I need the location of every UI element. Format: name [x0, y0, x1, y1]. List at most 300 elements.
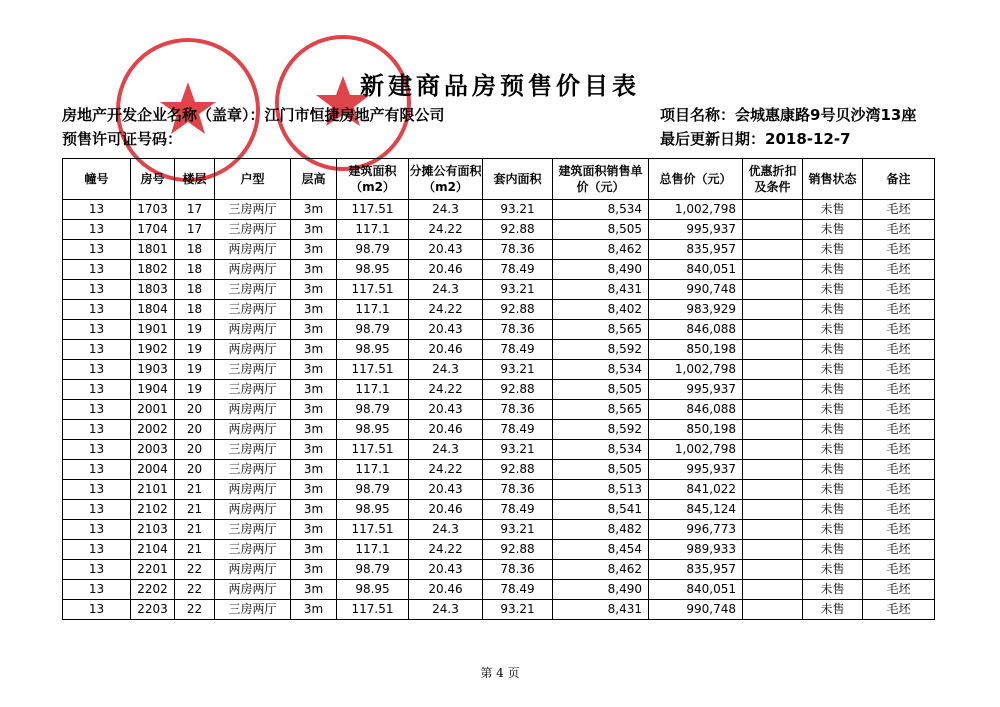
table-cell: 8,592	[553, 420, 649, 440]
table-cell: 78.49	[483, 340, 553, 360]
table-cell: 835,957	[649, 560, 743, 580]
table-header-row	[63, 159, 935, 200]
table-cell	[743, 200, 803, 220]
table-cell: 8,534	[553, 440, 649, 460]
table-cell: 8,565	[553, 320, 649, 340]
table-cell: 3m	[291, 420, 337, 440]
table-cell: 13	[63, 260, 131, 280]
table-cell: 98.95	[337, 420, 409, 440]
table-cell: 2103	[131, 520, 175, 540]
table-cell: 未售	[803, 200, 863, 220]
table-cell: 98.79	[337, 240, 409, 260]
table-row	[63, 600, 935, 620]
table-cell: 8,565	[553, 400, 649, 420]
table-row	[63, 260, 935, 280]
developer-line	[62, 104, 445, 125]
table-cell: 两房两厅	[215, 580, 291, 600]
updated-date: 2018-12-7	[765, 130, 851, 148]
table-cell: 3m	[291, 460, 337, 480]
table-row	[63, 460, 935, 480]
table-cell: 三房两厅	[215, 540, 291, 560]
table-cell: 78.49	[483, 580, 553, 600]
project-label: 项目名称：	[660, 106, 736, 124]
table-cell: 3m	[291, 540, 337, 560]
table-cell: 三房两厅	[215, 460, 291, 480]
table-cell: 21	[175, 540, 215, 560]
table-cell: 三房两厅	[215, 600, 291, 620]
table-cell: 3m	[291, 600, 337, 620]
developer-label: 房地产开发企业名称（盖章）：	[62, 106, 265, 124]
table-cell: 8,534	[553, 360, 649, 380]
table-row	[63, 240, 935, 260]
table-cell: 19	[175, 360, 215, 380]
table-cell: 1,002,798	[649, 440, 743, 460]
table-cell: 两房两厅	[215, 400, 291, 420]
project-name: 会城惠康路9号贝沙湾13座	[735, 106, 917, 124]
table-cell: 117.51	[337, 280, 409, 300]
table-cell: 1704	[131, 220, 175, 240]
table-cell: 3m	[291, 340, 337, 360]
table-row	[63, 560, 935, 580]
table-cell: 18	[175, 240, 215, 260]
table-cell: 846,088	[649, 400, 743, 420]
table-cell: 未售	[803, 580, 863, 600]
table-row	[63, 400, 935, 420]
table-row	[63, 480, 935, 500]
table-cell	[743, 520, 803, 540]
table-cell: 未售	[803, 340, 863, 360]
table-cell: 983,929	[649, 300, 743, 320]
table-cell: 1803	[131, 280, 175, 300]
table-cell: 2004	[131, 460, 175, 480]
table-cell: 3m	[291, 480, 337, 500]
table-cell: 毛坯	[863, 420, 935, 440]
table-cell: 17	[175, 200, 215, 220]
table-cell	[743, 480, 803, 500]
table-cell: 13	[63, 440, 131, 460]
table-cell: 20	[175, 420, 215, 440]
table-cell: 毛坯	[863, 320, 935, 340]
table-cell: 三房两厅	[215, 220, 291, 240]
table-cell: 19	[175, 340, 215, 360]
permit-line	[62, 128, 182, 149]
table-cell: 24.22	[409, 540, 483, 560]
table-cell: 毛坯	[863, 220, 935, 240]
table-cell: 846,088	[649, 320, 743, 340]
table-cell: 13	[63, 480, 131, 500]
table-cell	[743, 500, 803, 520]
table-cell: 8,541	[553, 500, 649, 520]
table-cell: 毛坯	[863, 560, 935, 580]
table-cell: 18	[175, 260, 215, 280]
table-cell: 2001	[131, 400, 175, 420]
table-cell: 8,505	[553, 220, 649, 240]
table-cell: 13	[63, 460, 131, 480]
table-cell	[743, 260, 803, 280]
table-cell: 三房两厅	[215, 300, 291, 320]
table-cell: 98.95	[337, 340, 409, 360]
table-cell: 13	[63, 380, 131, 400]
table-cell: 840,051	[649, 580, 743, 600]
table-cell: 13	[63, 560, 131, 580]
table-cell: 98.95	[337, 500, 409, 520]
table-body	[63, 200, 935, 620]
table-cell: 8,454	[553, 540, 649, 560]
table-cell: 未售	[803, 300, 863, 320]
table-cell: 8,592	[553, 340, 649, 360]
table-cell: 3m	[291, 560, 337, 580]
table-cell: 995,937	[649, 460, 743, 480]
table-cell: 未售	[803, 260, 863, 280]
table-cell: 22	[175, 560, 215, 580]
table-cell: 13	[63, 600, 131, 620]
table-cell: 1902	[131, 340, 175, 360]
table-cell: 24.22	[409, 220, 483, 240]
table-cell: 990,748	[649, 280, 743, 300]
column-header: 幢号	[63, 159, 131, 200]
table-cell: 2202	[131, 580, 175, 600]
table-cell: 995,937	[649, 380, 743, 400]
table-cell	[743, 580, 803, 600]
table-cell: 8,490	[553, 260, 649, 280]
table-cell: 117.51	[337, 600, 409, 620]
table-cell: 24.22	[409, 380, 483, 400]
table-cell: 毛坯	[863, 340, 935, 360]
table-cell: 93.21	[483, 280, 553, 300]
table-cell: 13	[63, 300, 131, 320]
table-cell: 3m	[291, 380, 337, 400]
table-cell: 未售	[803, 460, 863, 480]
table-cell: 13	[63, 520, 131, 540]
table-cell: 21	[175, 520, 215, 540]
table-cell: 1903	[131, 360, 175, 380]
column-header: 总售价（元）	[649, 159, 743, 200]
table-cell: 毛坯	[863, 360, 935, 380]
table-cell: 117.1	[337, 460, 409, 480]
table-cell: 13	[63, 500, 131, 520]
table-cell: 92.88	[483, 460, 553, 480]
table-cell: 3m	[291, 500, 337, 520]
table-cell: 两房两厅	[215, 480, 291, 500]
table-cell: 毛坯	[863, 540, 935, 560]
table-cell: 1703	[131, 200, 175, 220]
table-cell	[743, 600, 803, 620]
table-cell: 8,402	[553, 300, 649, 320]
table-row	[63, 420, 935, 440]
table-row	[63, 540, 935, 560]
table-cell: 117.51	[337, 440, 409, 460]
table-cell: 20.43	[409, 560, 483, 580]
table-cell	[743, 460, 803, 480]
table-cell: 24.22	[409, 460, 483, 480]
table-cell: 20	[175, 460, 215, 480]
table-cell: 18	[175, 300, 215, 320]
table-cell: 996,773	[649, 520, 743, 540]
table-cell: 3m	[291, 360, 337, 380]
column-header: 销售状态	[803, 159, 863, 200]
table-cell: 未售	[803, 440, 863, 460]
table-cell: 20.46	[409, 340, 483, 360]
table-cell: 17	[175, 220, 215, 240]
table-cell	[743, 220, 803, 240]
table-cell: 未售	[803, 420, 863, 440]
table-cell: 3m	[291, 300, 337, 320]
updated-line	[660, 128, 851, 149]
table-cell: 93.21	[483, 200, 553, 220]
table-cell: 1804	[131, 300, 175, 320]
table-cell	[743, 240, 803, 260]
table-cell: 24.3	[409, 600, 483, 620]
table-cell: 2101	[131, 480, 175, 500]
table-cell	[743, 420, 803, 440]
table-cell: 78.36	[483, 240, 553, 260]
table-cell: 20.46	[409, 260, 483, 280]
table-cell: 13	[63, 540, 131, 560]
table-cell: 93.21	[483, 600, 553, 620]
table-cell: 两房两厅	[215, 260, 291, 280]
table-cell: 92.88	[483, 540, 553, 560]
table-cell: 24.3	[409, 520, 483, 540]
table-cell: 1904	[131, 380, 175, 400]
table-cell: 两房两厅	[215, 320, 291, 340]
table-cell: 毛坯	[863, 480, 935, 500]
table-cell: 78.49	[483, 260, 553, 280]
table-cell: 三房两厅	[215, 380, 291, 400]
table-cell: 8,462	[553, 240, 649, 260]
table-cell: 78.49	[483, 500, 553, 520]
table-cell: 8,490	[553, 580, 649, 600]
table-cell: 98.79	[337, 480, 409, 500]
table-cell	[743, 280, 803, 300]
column-header: 户型	[215, 159, 291, 200]
table-cell: 20.46	[409, 420, 483, 440]
table-cell: 13	[63, 320, 131, 340]
table-row	[63, 580, 935, 600]
table-cell: 2104	[131, 540, 175, 560]
table-cell: 117.51	[337, 360, 409, 380]
table-cell: 840,051	[649, 260, 743, 280]
table-row	[63, 200, 935, 220]
table-cell: 117.1	[337, 380, 409, 400]
table-cell: 13	[63, 240, 131, 260]
table-cell	[743, 560, 803, 580]
table-cell: 2003	[131, 440, 175, 460]
table-cell	[743, 400, 803, 420]
column-header: 层高	[291, 159, 337, 200]
table-cell: 117.51	[337, 200, 409, 220]
table-row	[63, 220, 935, 240]
table-cell: 三房两厅	[215, 440, 291, 460]
table-cell: 78.36	[483, 560, 553, 580]
table-row	[63, 380, 935, 400]
table-cell: 未售	[803, 600, 863, 620]
table-cell: 24.3	[409, 360, 483, 380]
table-cell: 845,124	[649, 500, 743, 520]
column-header: 房号	[131, 159, 175, 200]
table-cell: 13	[63, 400, 131, 420]
table-row	[63, 360, 935, 380]
table-cell: 3m	[291, 440, 337, 460]
table-cell: 1,002,798	[649, 200, 743, 220]
table-cell: 毛坯	[863, 200, 935, 220]
table-cell: 850,198	[649, 420, 743, 440]
updated-label: 最后更新日期：	[660, 130, 766, 148]
page-number: 第 4 页	[480, 666, 520, 680]
table-cell	[743, 360, 803, 380]
table-cell: 92.88	[483, 380, 553, 400]
table-cell: 990,748	[649, 600, 743, 620]
table-cell: 3m	[291, 220, 337, 240]
column-header: 建筑面积销售单价（元）	[553, 159, 649, 200]
table-cell: 13	[63, 420, 131, 440]
table-cell: 20	[175, 440, 215, 460]
table-cell: 989,933	[649, 540, 743, 560]
column-header: 备注	[863, 159, 935, 200]
table-cell: 19	[175, 320, 215, 340]
table-cell: 两房两厅	[215, 500, 291, 520]
table-cell: 毛坯	[863, 400, 935, 420]
table-cell: 2002	[131, 420, 175, 440]
project-line	[660, 104, 916, 125]
table-cell: 1802	[131, 260, 175, 280]
table-cell: 3m	[291, 400, 337, 420]
table-cell: 117.1	[337, 300, 409, 320]
table-cell: 两房两厅	[215, 560, 291, 580]
table-cell: 毛坯	[863, 260, 935, 280]
table-cell: 8,431	[553, 280, 649, 300]
table-cell: 92.88	[483, 300, 553, 320]
table-cell: 92.88	[483, 220, 553, 240]
table-cell: 未售	[803, 280, 863, 300]
table-cell: 3m	[291, 280, 337, 300]
table-cell: 13	[63, 580, 131, 600]
table-cell: 78.36	[483, 320, 553, 340]
table-cell: 117.51	[337, 520, 409, 540]
company-seal	[268, 28, 418, 178]
table-row	[63, 320, 935, 340]
table-cell: 毛坯	[863, 240, 935, 260]
table-cell: 3m	[291, 320, 337, 340]
table-cell: 8,482	[553, 520, 649, 540]
table-cell: 995,937	[649, 220, 743, 240]
table-cell: 841,022	[649, 480, 743, 500]
table-cell: 22	[175, 580, 215, 600]
table-cell: 2201	[131, 560, 175, 580]
table-cell: 8,513	[553, 480, 649, 500]
table-cell: 20.43	[409, 240, 483, 260]
table-cell: 8,505	[553, 380, 649, 400]
table-cell	[743, 340, 803, 360]
table-row	[63, 340, 935, 360]
table-cell: 两房两厅	[215, 340, 291, 360]
table-cell: 2203	[131, 600, 175, 620]
table-cell: 20.43	[409, 320, 483, 340]
table-cell: 毛坯	[863, 520, 935, 540]
column-header: 楼层	[175, 159, 215, 200]
table-cell: 三房两厅	[215, 200, 291, 220]
table-cell: 13	[63, 280, 131, 300]
table-cell	[743, 440, 803, 460]
table-cell: 8,431	[553, 600, 649, 620]
column-header: 建筑面积（m2）	[337, 159, 409, 200]
column-header: 套内面积	[483, 159, 553, 200]
table-cell: 未售	[803, 320, 863, 340]
table-row	[63, 440, 935, 460]
table-cell: 93.21	[483, 360, 553, 380]
table-cell: 未售	[803, 380, 863, 400]
table-cell: 1901	[131, 320, 175, 340]
table-cell: 20.46	[409, 580, 483, 600]
table-row	[63, 300, 935, 320]
table-cell: 117.1	[337, 220, 409, 240]
table-cell: 13	[63, 220, 131, 240]
table-cell: 98.95	[337, 580, 409, 600]
table-cell: 8,505	[553, 460, 649, 480]
table-cell: 三房两厅	[215, 360, 291, 380]
table-cell: 3m	[291, 260, 337, 280]
table-cell	[743, 380, 803, 400]
table-cell: 98.95	[337, 260, 409, 280]
table-cell: 未售	[803, 220, 863, 240]
table-cell: 1,002,798	[649, 360, 743, 380]
table-cell: 13	[63, 200, 131, 220]
table-cell: 850,198	[649, 340, 743, 360]
table-cell: 21	[175, 500, 215, 520]
table-cell: 两房两厅	[215, 240, 291, 260]
table-cell: 78.49	[483, 420, 553, 440]
table-cell: 18	[175, 280, 215, 300]
table-cell: 未售	[803, 480, 863, 500]
table-cell: 2102	[131, 500, 175, 520]
table-cell: 8,462	[553, 560, 649, 580]
table-cell: 毛坯	[863, 300, 935, 320]
table-cell: 13	[63, 340, 131, 360]
table-cell	[743, 300, 803, 320]
table-cell: 93.21	[483, 520, 553, 540]
table-cell: 3m	[291, 520, 337, 540]
table-cell: 24.3	[409, 280, 483, 300]
table-cell	[743, 320, 803, 340]
table-cell: 未售	[803, 560, 863, 580]
table-cell: 78.36	[483, 480, 553, 500]
table-cell: 93.21	[483, 440, 553, 460]
table-cell: 未售	[803, 540, 863, 560]
table-cell: 3m	[291, 580, 337, 600]
table-cell: 毛坯	[863, 600, 935, 620]
page-title: 新建商品房预售价目表	[360, 72, 640, 100]
table-cell: 未售	[803, 360, 863, 380]
table-cell: 20.43	[409, 400, 483, 420]
table-cell: 98.79	[337, 400, 409, 420]
column-header: 优惠折扣及条件	[743, 159, 803, 200]
table-cell: 毛坯	[863, 440, 935, 460]
table-cell: 8,534	[553, 200, 649, 220]
table-cell: 21	[175, 480, 215, 500]
table-cell: 117.1	[337, 540, 409, 560]
table-cell: 毛坯	[863, 580, 935, 600]
table-cell: 20.43	[409, 480, 483, 500]
table-cell: 毛坯	[863, 500, 935, 520]
table-cell: 三房两厅	[215, 280, 291, 300]
table-cell: 两房两厅	[215, 420, 291, 440]
table-cell: 19	[175, 380, 215, 400]
developer-name: 江门市恒捷房地产有限公司	[264, 106, 445, 124]
table-cell: 毛坯	[863, 280, 935, 300]
table-cell: 20.46	[409, 500, 483, 520]
table-cell: 22	[175, 600, 215, 620]
table-cell: 毛坯	[863, 460, 935, 480]
table-cell: 未售	[803, 500, 863, 520]
